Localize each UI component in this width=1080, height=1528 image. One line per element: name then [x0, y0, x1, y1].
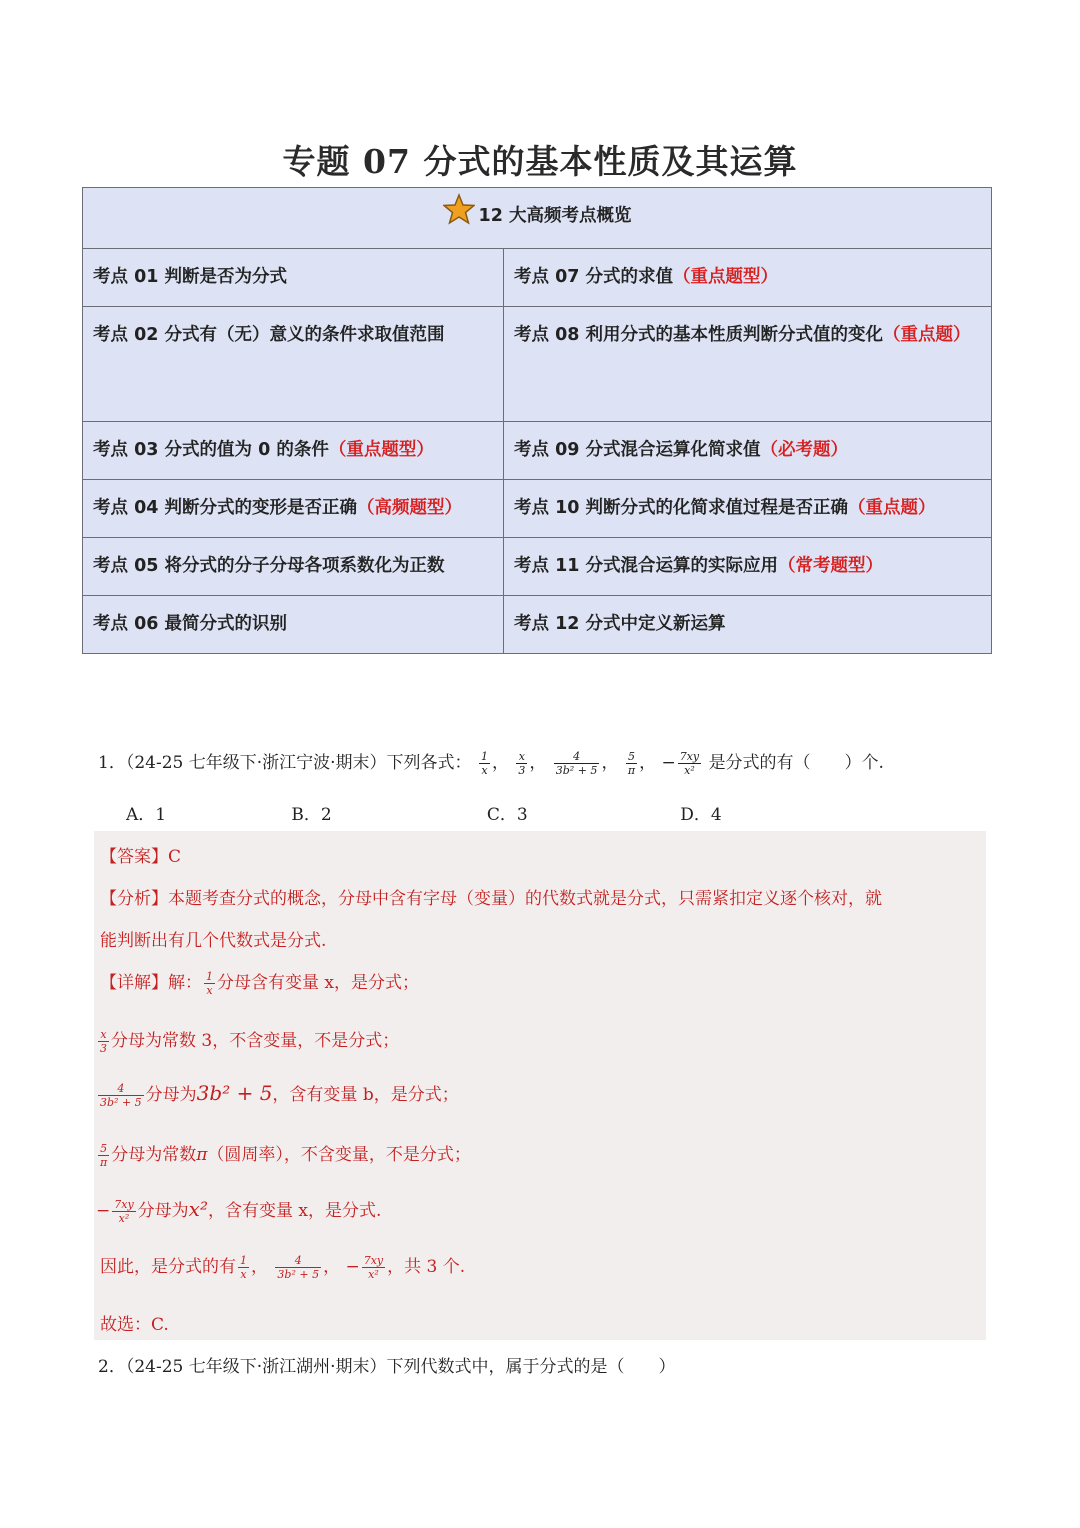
topic-cell: 考点 10 判断分式的化简求值过程是否正确（重点题） — [504, 480, 992, 538]
detail-line-1: 【详解】解： $\frac{1}{x}$ 分母含有变量 x，是分式； — [100, 970, 419, 997]
fraction: $\frac{7xy}{\text{x²}}$ — [114, 1198, 134, 1225]
final-answer: 故选：C. — [100, 1315, 169, 1335]
detail-line-3: $\frac{4}{\text{3b² + 5}}$ 分母为3b² + 5，含有变量 b，是分式； — [100, 1081, 459, 1109]
fraction: $\frac{5}{\pi}$ — [100, 1142, 108, 1169]
topic-cell: 考点 09 分式混合运算化简求值（必考题） — [504, 422, 992, 480]
conclusion-line: 因此，是分式的有 $\frac{1}{x}$ ， $\frac{4}{\text{3b² + 5}}$ ， − $\frac{7xy}{\text{x²}}$ ，共 3 个. — [100, 1254, 466, 1281]
star-icon — [443, 192, 475, 248]
option-c: C．3 — [486, 805, 528, 825]
overview-header-text: 12 大高频考点概览 — [478, 206, 632, 226]
question-1: 1．（24-25 七年级下·浙江宁波·期末）下列各式： $\frac{1}{x}$ ， $\frac{x}{3}$ ， $\frac{4}{\text{3b² + 5}}$ ， $\frac{5}{\pi}$ ， − $\frac{7xy}{\text{x²}}$ 是分式的有（ ）个. — [98, 750, 884, 777]
option-b: B．2 — [291, 805, 332, 825]
fraction: $\frac{4}{\text{3b² + 5}}$ — [100, 1082, 142, 1109]
detail-line-5: − $\frac{7xy}{\text{x²}}$ 分母为x²，含有变量 x，是分式. — [96, 1197, 382, 1225]
fraction: $\frac{x}{3}$ — [518, 750, 526, 777]
fraction: $\frac{1}{x}$ — [480, 750, 488, 777]
fraction: $\frac{7xy}{\text{x²}}$ — [679, 750, 700, 777]
answer-line: 【答案】C — [100, 847, 182, 867]
topic-cell: 考点 02 分式有（无）意义的条件求取值范围 — [83, 307, 504, 422]
detail-line-4: $\frac{5}{\pi}$ 分母为常数π（圆周率），不含变量，不是分式； — [100, 1142, 471, 1169]
option-a: A．1 — [126, 805, 167, 825]
analysis-line-2: 能判断出有几个代数式是分式. — [100, 931, 327, 951]
page-title: 专题 07 分式的基本性质及其运算 — [282, 142, 798, 181]
question-1-options — [126, 800, 722, 825]
analysis-line-1: 【分析】本题考查分式的概念，分母中含有字母（变量）的代数式就是分式，只需紧扣定义逐个核对，就 — [100, 889, 882, 909]
fraction: $\frac{4}{\text{3b² + 5}}$ — [555, 750, 598, 777]
fraction: $\frac{4}{\text{3b² + 5}}$ — [277, 1254, 320, 1281]
topic-cell: 考点 12 分式中定义新运算 — [504, 596, 992, 654]
question-1-prefix: 1．（24-25 七年级下·浙江宁波·期末）下列各式： — [98, 753, 472, 773]
question-1-suffix: 是分式的有（ ）个. — [708, 753, 884, 773]
question-2: 2．（24-25 七年级下·浙江湖州·期末）下列代数式中，属于分式的是（ ） — [98, 1357, 676, 1377]
fraction: $\frac{1}{x}$ — [206, 970, 213, 997]
topic-cell: 考点 06 最简分式的识别 — [83, 596, 504, 654]
fraction: $\frac{7xy}{\text{x²}}$ — [363, 1254, 384, 1281]
topic-cell: 考点 04 判断分式的变形是否正确（高频题型） — [83, 480, 504, 538]
topic-cell: 考点 07 分式的求值（重点题型） — [504, 249, 992, 307]
topic-cell: 考点 03 分式的值为 0 的条件（重点题型） — [83, 422, 504, 480]
fraction: $\frac{5}{\pi}$ — [627, 750, 636, 777]
overview-header — [83, 188, 992, 249]
overview-table — [82, 187, 992, 654]
topic-cell: 考点 05 将分式的分子分母各项系数化为正数 — [83, 538, 504, 596]
topic-cell: 考点 11 分式混合运算的实际应用（常考题型） — [504, 538, 992, 596]
fraction: $\frac{x}{3}$ — [100, 1028, 107, 1055]
topic-cell: 考点 01 判断是否为分式 — [83, 249, 504, 307]
topic-cell: 考点 08 利用分式的基本性质判断分式值的变化（重点题） — [504, 307, 992, 422]
option-d: D．4 — [680, 805, 722, 825]
detail-line-2: $\frac{x}{3}$ 分母为常数 3，不含变量，不是分式； — [100, 1028, 400, 1055]
fraction: $\frac{1}{x}$ — [240, 1254, 247, 1281]
